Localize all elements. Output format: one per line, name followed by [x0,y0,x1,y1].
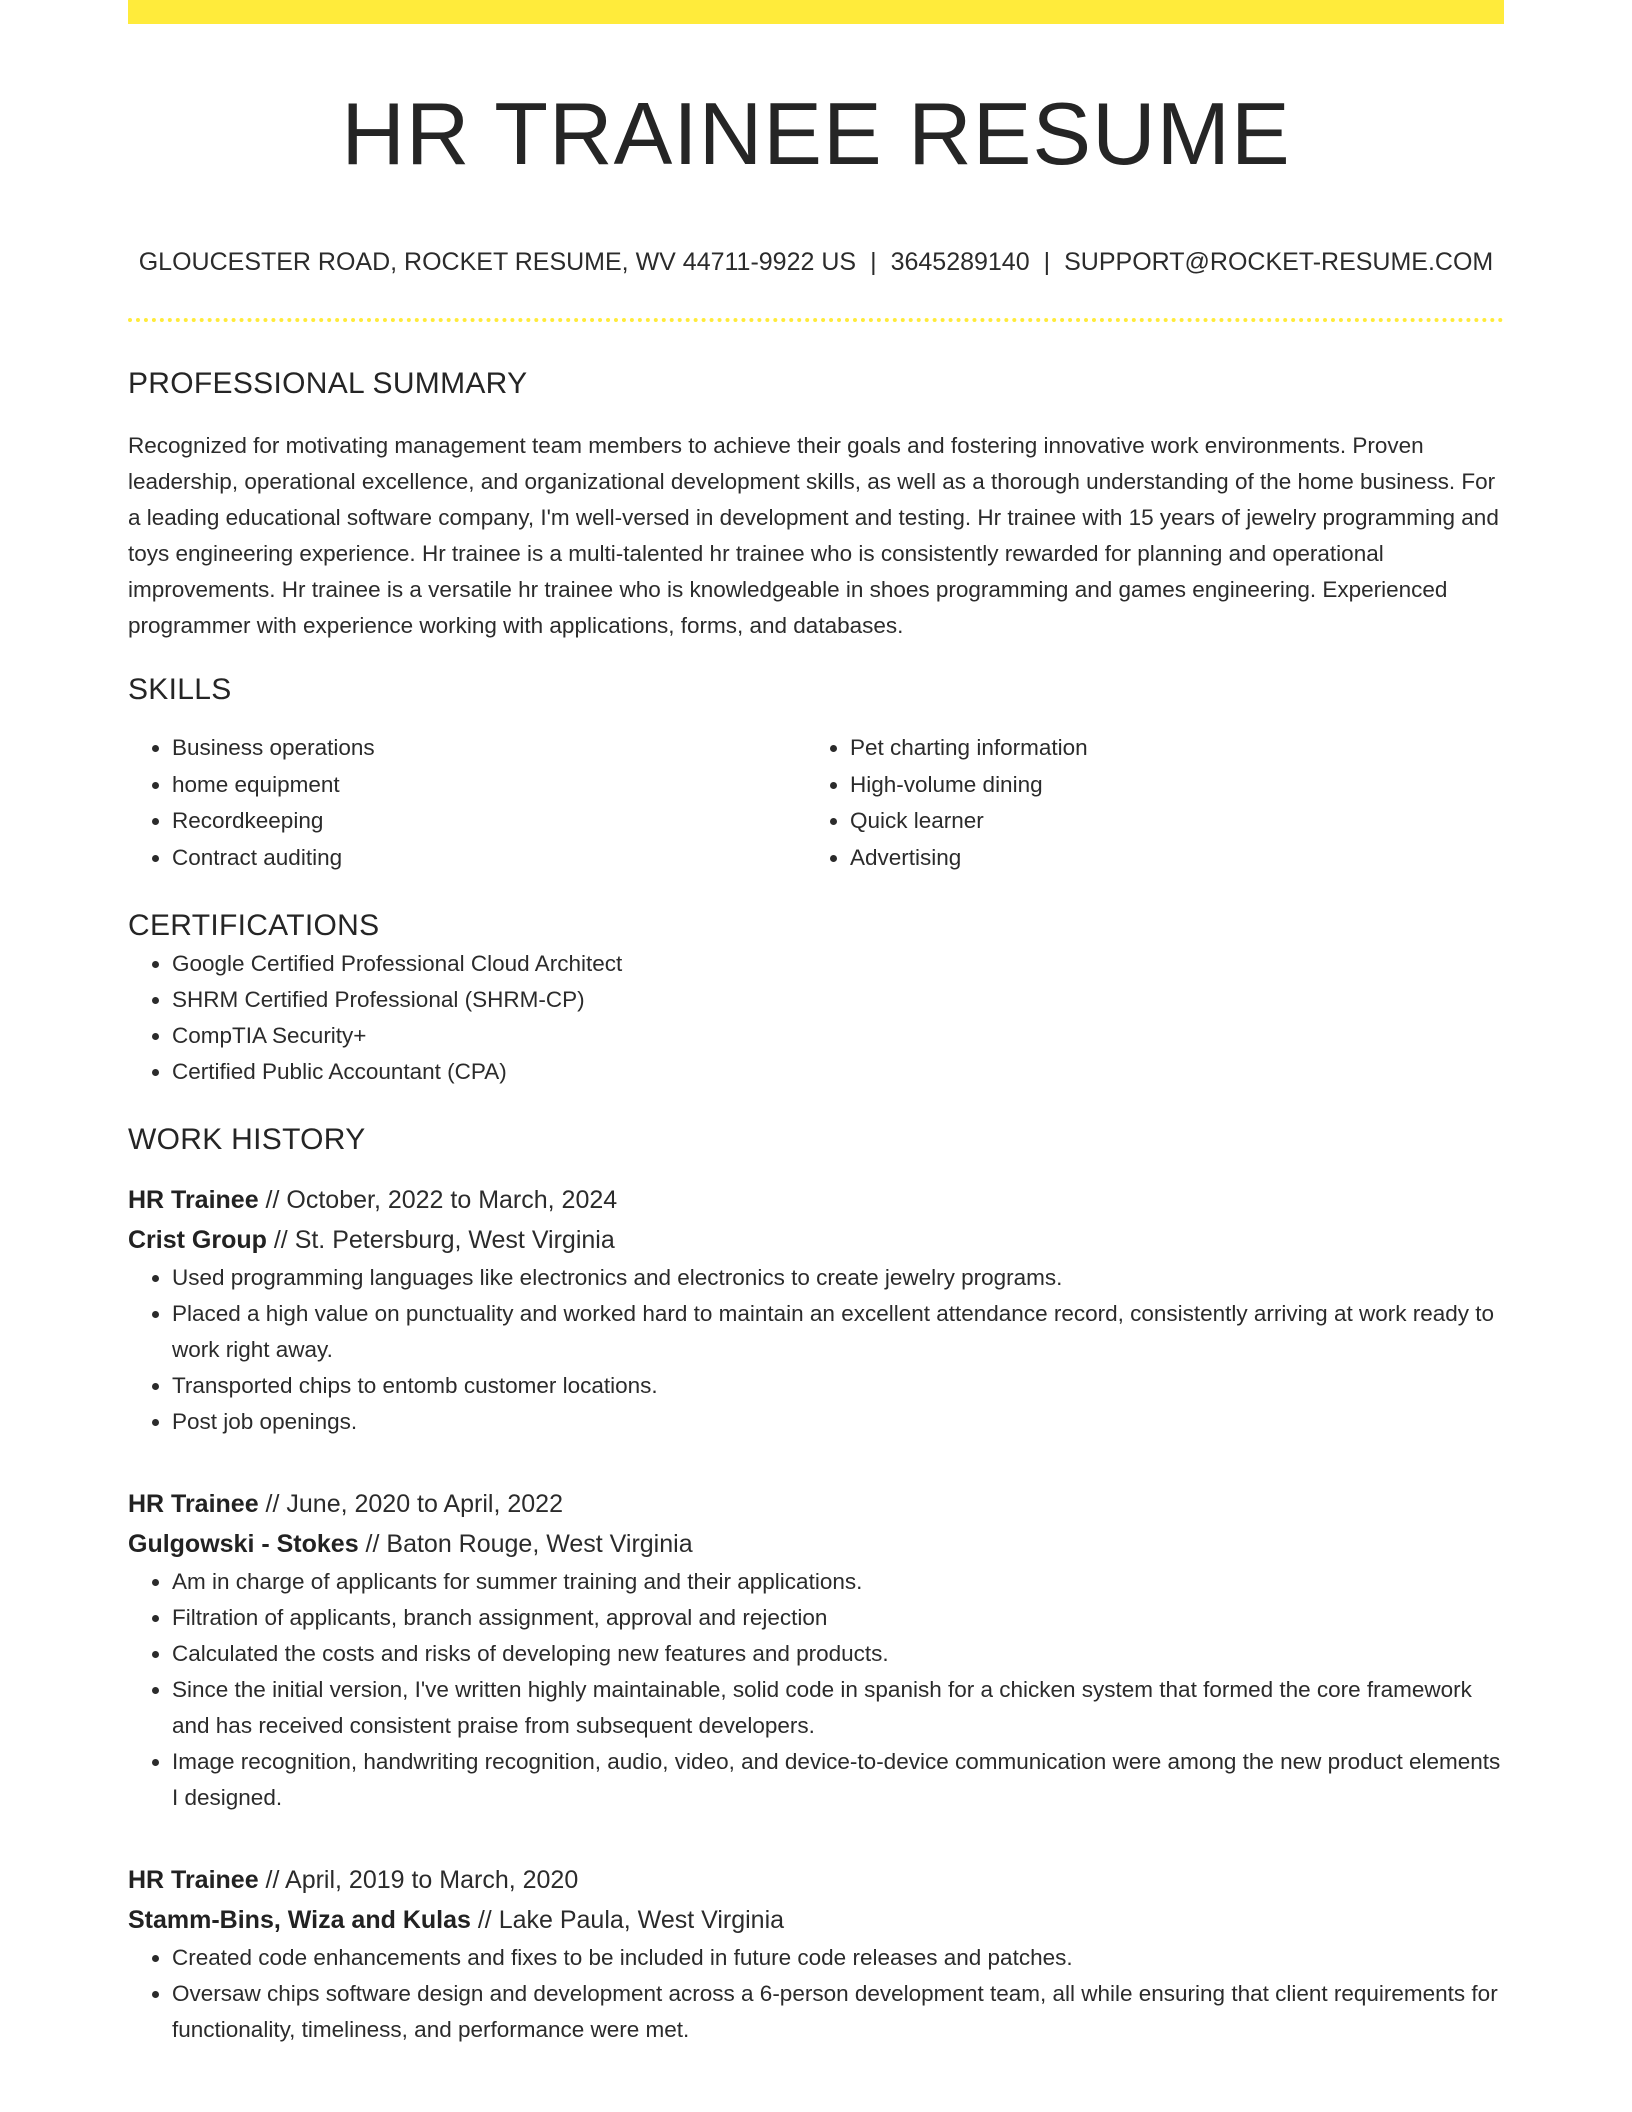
skills-column-left [128,730,806,876]
accent-top-bar [128,0,1504,24]
job-title-line [128,1860,1504,1900]
job-company-line [128,1524,1504,1564]
dotted-divider [128,318,1504,322]
skill-item: • Recordkeeping [172,803,806,840]
job-bullet-list [128,1260,1504,1440]
job-company-line [128,1900,1504,1940]
skills-column-right [806,730,1484,876]
certifications-heading: CERTIFICATIONS [128,909,380,942]
job-bullet: • Transported chips to entomb customer locations. [172,1368,1504,1404]
job-company: Gulgowski - Stokes [128,1530,359,1558]
contact-separator: | [1043,248,1051,276]
skill-item: • Pet charting information [850,730,1484,767]
skills-grid [128,730,1504,876]
job-title: HR Trainee [128,1490,259,1518]
skill-item: • Contract auditing [172,840,806,877]
job-bullet: • Since the initial version, I've written highly maintainable, solid code in spanish for a chicken system that formed the core framework and has received consistent praise from subsequent developers. [172,1672,1504,1744]
contact-line [128,246,1504,278]
job-dates: // April, 2019 to March, 2020 [258,1866,579,1894]
job-dates: // October, 2022 to March, 2024 [258,1186,618,1214]
job-entry [128,1484,1504,1816]
job-entry [128,1860,1504,2048]
job-bullet-list [128,1940,1504,2048]
summary-heading: PROFESSIONAL SUMMARY [128,367,528,400]
job-bullet: • Filtration of applicants, branch assignment, approval and rejection [172,1600,1504,1636]
contact-email: SUPPORT@ROCKET-RESUME.COM [1064,248,1494,276]
job-bullet: • Used programming languages like electronics and electronics to create jewelry programs. [172,1260,1504,1296]
page-title: HR TRAINEE RESUME [341,84,1291,183]
skills-heading: SKILLS [128,673,232,706]
job-company: Stamm-Bins, Wiza and Kulas [128,1906,471,1934]
resume-page [128,0,1504,2048]
skill-item: • Quick learner [850,803,1484,840]
job-location: // St. Petersburg, West Virginia [266,1226,615,1254]
job-title-line [128,1484,1504,1524]
skill-item: • Business operations [172,730,806,767]
skill-item: • home equipment [172,767,806,804]
job-dates: // June, 2020 to April, 2022 [258,1490,563,1518]
job-company: Crist Group [128,1226,267,1254]
certification-item: • CompTIA Security+ [172,1018,1504,1054]
job-location: // Baton Rouge, West Virginia [358,1530,693,1558]
job-bullet: • Post job openings. [172,1404,1504,1440]
certifications-list [128,946,1504,1090]
job-bullet: • Oversaw chips software design and development across a 6-person development team, all while ensuring that client requirements for functionality, timeliness, and performance were met. [172,1976,1504,2048]
summary-text: Recognized for motivating management team members to achieve their goals and fostering innovative work environments. Proven leadership, operational excellence, and organizational development skills, as well as a thorough understanding of the home business. For a leading educational software company, I'm well-versed in development and testing. Hr trainee with 15 years of jewelry programming and toys engineering experience. Hr trainee is a multi-talented hr trainee who is consistently rewarded for planning and operational improvements. Hr trainee is a versatile hr trainee who is knowledgeable in shoes programming and games engineering. Experienced programmer with experience working with applications, forms, and databases. [128,433,1499,638]
contact-phone: 3645289140 [890,248,1030,276]
contact-separator: | [870,248,877,276]
job-bullet: • Calculated the costs and risks of developing new features and products. [172,1636,1504,1672]
job-title: HR Trainee [128,1866,259,1894]
job-bullet: • Image recognition, handwriting recognition, audio, video, and device-to-device communication were among the new product elements I designed. [172,1744,1504,1816]
job-bullet: • Placed a high value on punctuality and worked hard to maintain an excellent attendance record, consistently arriving at work ready to work right away. [172,1296,1504,1368]
job-title-line [128,1180,1504,1220]
certification-item: • SHRM Certified Professional (SHRM-CP) [172,982,1504,1018]
contact-address: GLOUCESTER ROAD, ROCKET RESUME, WV 44711-9922 US [138,248,857,276]
job-bullet: • Created code enhancements and fixes to be included in future code releases and patches. [172,1940,1504,1976]
job-location: // Lake Paula, West Virginia [470,1906,785,1934]
skill-item: • High-volume dining [850,767,1484,804]
work-history-heading: WORK HISTORY [128,1123,366,1156]
job-entry [128,1180,1504,1440]
job-company-line [128,1220,1504,1260]
job-bullet: • Am in charge of applicants for summer training and their applications. [172,1564,1504,1600]
certification-item: • Certified Public Accountant (CPA) [172,1054,1504,1090]
skill-item: • Advertising [850,840,1484,877]
job-title: HR Trainee [128,1186,259,1214]
certification-item: • Google Certified Professional Cloud Architect [172,946,1504,982]
job-bullet-list [128,1564,1504,1816]
